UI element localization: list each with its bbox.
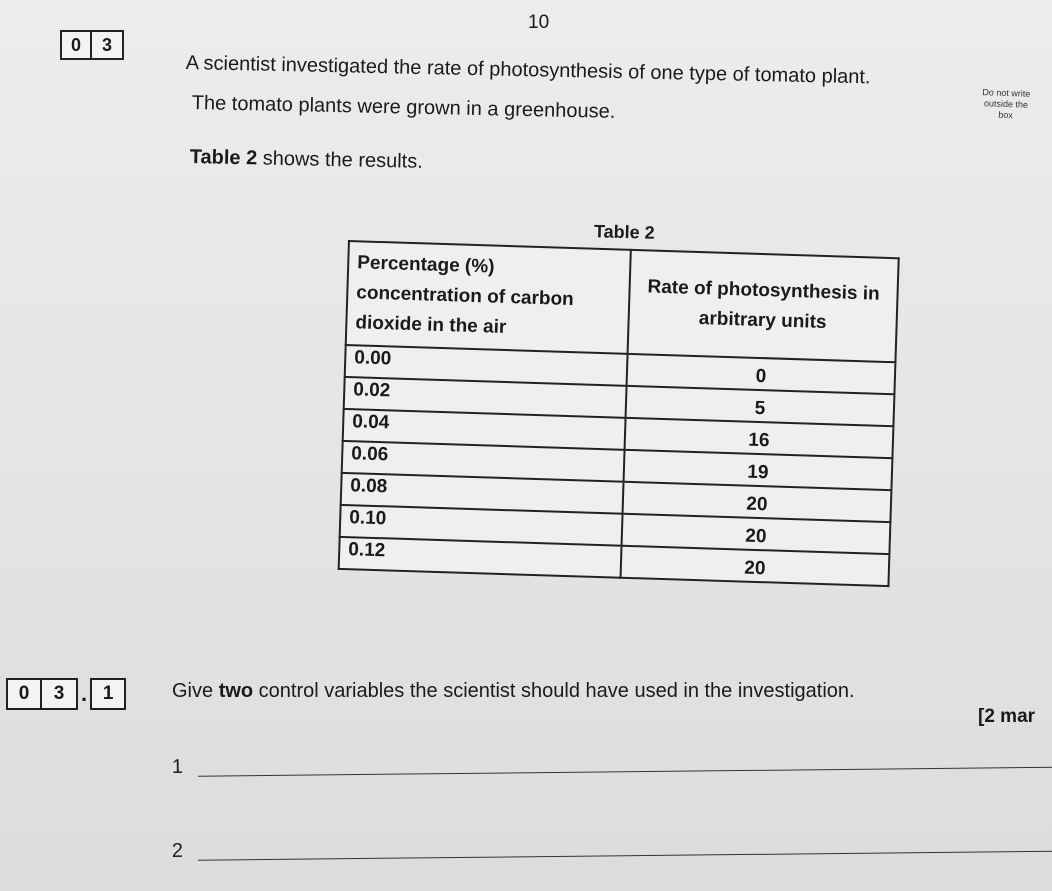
sub-question-text bbox=[172, 680, 855, 703]
sub-question-number-boxes bbox=[6, 678, 126, 710]
concentration-cell: 0.08 bbox=[341, 473, 624, 514]
table-reference: Table 2 bbox=[189, 146, 258, 170]
results-table bbox=[338, 240, 900, 587]
answer-rule[interactable] bbox=[198, 851, 1052, 861]
rate-cell: 20 bbox=[623, 482, 892, 522]
intro-text-line-3 bbox=[190, 146, 423, 174]
margin-note-line: Do not write bbox=[982, 87, 1031, 99]
sub-question-emphasis: two bbox=[218, 680, 254, 702]
rate-cell: 20 bbox=[622, 514, 891, 554]
question-number-boxes bbox=[60, 30, 124, 60]
question-digit-box: 3 bbox=[92, 30, 124, 60]
concentration-cell: 0.10 bbox=[340, 505, 623, 546]
sub-question-digit-box: 3 bbox=[42, 678, 78, 710]
sub-question-digit-box: 1 bbox=[90, 678, 126, 710]
rate-cell: 20 bbox=[621, 546, 890, 586]
table-header-row bbox=[346, 241, 899, 362]
sub-question-text-pre: Give bbox=[172, 680, 219, 702]
answer-number: 1 bbox=[171, 755, 184, 779]
margin-note-line: outside the bbox=[983, 98, 1029, 110]
header-co2-concentration: Percentage (%) concentration of carbon dioxide in the air bbox=[346, 241, 631, 354]
sub-question-text-post: control variables the scientist should have used in the investigation. bbox=[253, 680, 855, 702]
intro-text-rest: shows the results. bbox=[256, 147, 424, 173]
question-digit-box: 0 bbox=[60, 30, 92, 60]
rate-cell: 0 bbox=[627, 354, 896, 394]
header-rate-of-photosynthesis: Rate of photosynthesis in arbitrary units bbox=[628, 250, 899, 362]
rate-cell: 19 bbox=[624, 450, 893, 490]
answer-number: 2 bbox=[171, 839, 184, 863]
answer-line-1[interactable] bbox=[172, 747, 1052, 779]
intro-text-line-2: The tomato plants were grown in a greenhouse. bbox=[191, 92, 616, 123]
answer-line-2[interactable] bbox=[172, 831, 1052, 863]
margin-note bbox=[981, 87, 1030, 122]
page-number: 10 bbox=[528, 12, 550, 33]
concentration-cell: 0.04 bbox=[343, 409, 626, 450]
concentration-cell: 0.12 bbox=[339, 537, 622, 578]
margin-note-line: box bbox=[998, 109, 1014, 121]
rate-cell: 5 bbox=[626, 386, 895, 426]
results-table-wrapper bbox=[338, 240, 900, 587]
concentration-cell: 0.00 bbox=[345, 345, 628, 386]
concentration-cell: 0.06 bbox=[342, 441, 625, 482]
rate-cell: 16 bbox=[625, 418, 894, 458]
answer-rule[interactable] bbox=[198, 767, 1052, 777]
intro-text-line-1: A scientist investigated the rate of photosynthesis of one type of tomato plant. bbox=[185, 52, 871, 89]
sub-question-separator: . bbox=[81, 681, 88, 706]
concentration-cell: 0.02 bbox=[344, 377, 627, 418]
table-title: Table 2 bbox=[593, 221, 655, 243]
marks-indicator: [2 mar bbox=[978, 706, 1036, 727]
sub-question-digit-box: 0 bbox=[6, 678, 42, 710]
